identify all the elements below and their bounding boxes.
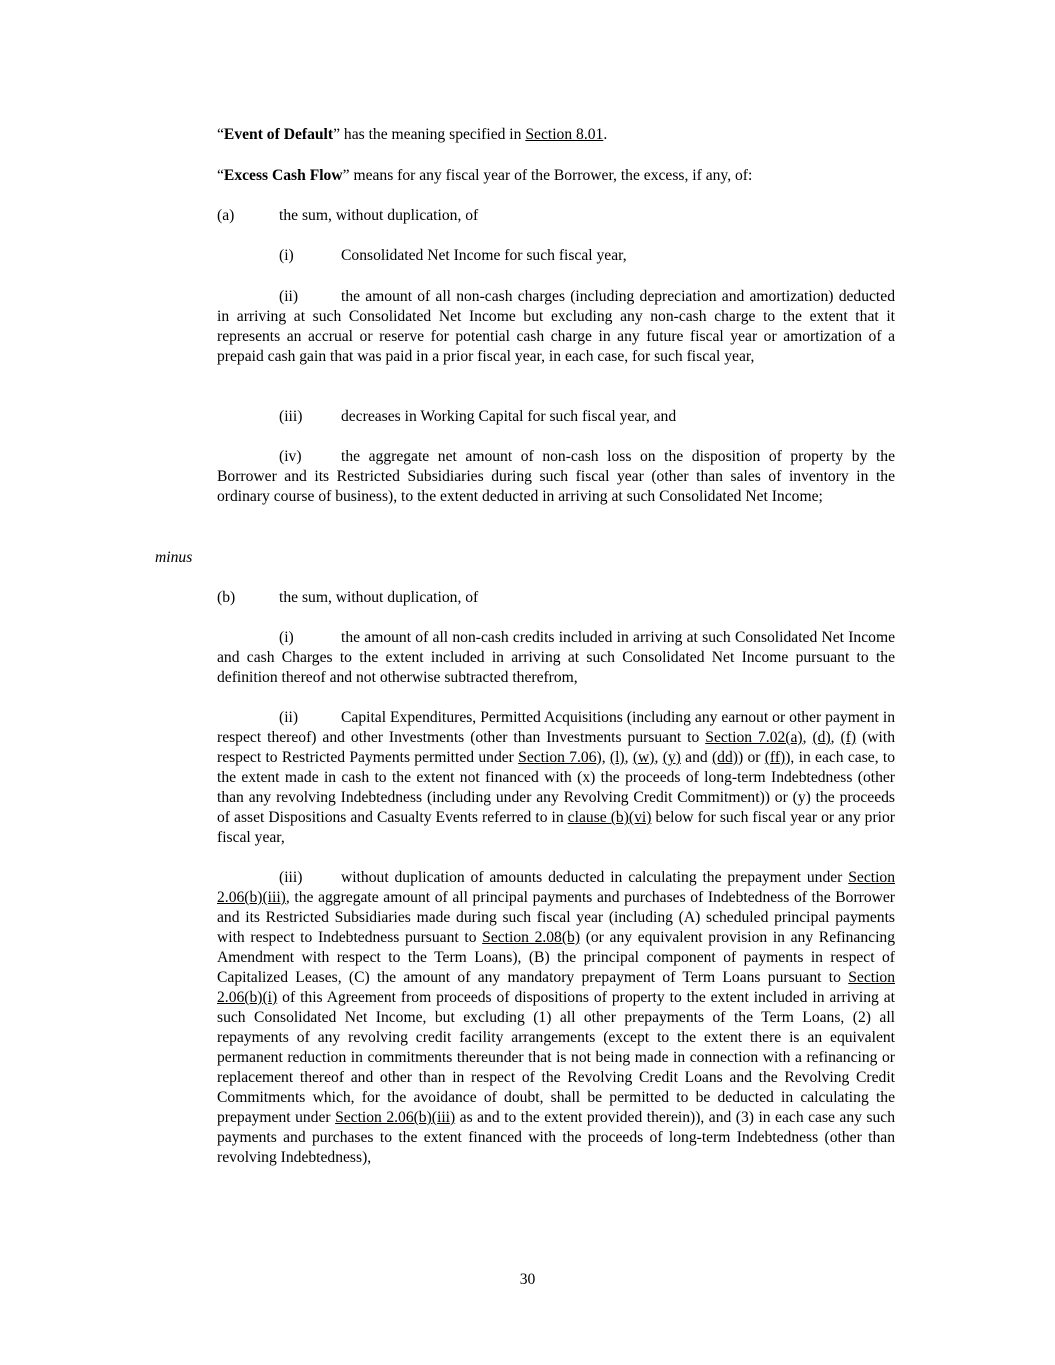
cross-reference: Section 2.06(b)(i) — [217, 969, 895, 1006]
item-text: ), in each case, to the extent made in cash to the extent not financed with (x) the proceeds of long-term Indebtedness (other than any revolving Indebtedness (including under any Revolving Credit Commitment)) or (y) the proceeds of asset Dispositions and Casualty Events referred to in — [217, 749, 896, 826]
cross-reference: (d) — [812, 729, 831, 746]
item-text: , — [802, 729, 813, 746]
item-text: without duplication of amounts deducted in calculating the prepayment under — [341, 869, 849, 886]
cross-reference: Section 2.06(b)(iii) — [335, 1109, 456, 1126]
cross-reference: Section 2.06(b)(iii) — [217, 869, 895, 906]
clause-a-iv — [217, 447, 895, 507]
item-text: Capital Expenditures, Permitted Acquisitions (including any earnout or other payment in respect thereof) and other Investments (other than Investments pursuant to — [217, 709, 895, 746]
item-text: the amount of all non-cash charges (including depreciation and amortization) deducted in arriving at such Consolidated Net Income but excluding any non-cash charge to the extent that it represents an accrual or reserve for potential cash charge in any future fiscal year or amortization of a prepaid cash gain that was paid in a prior fiscal year, in each case, for such fiscal year, — [217, 288, 895, 365]
cross-reference: Section 7.02(a) — [705, 729, 803, 746]
item-text: and — [680, 749, 712, 766]
page-number: 30 — [519, 1271, 536, 1288]
clause-b-iii — [217, 868, 895, 1168]
item-text: of this Agreement from proceeds of dispositions of property to the extent included in arriving at such Consolidated Net Income, but excluding (1) all other prepayments of the Term Loans, (2) all repayments of any revolving credit facility arrangements (except to the extent there is an equivalent permanent reduction in commitments thereunder that is not being made in connection with a refinancing or replacement thereof and other than in respect of the Revolving Credit Loans and the Revolving Credit Commitments which, for the avoidance of doubt, shall be permitted to be deducted in calculating the prepayment under — [217, 989, 895, 1126]
clause-a-ii — [217, 287, 895, 367]
clause-text: the sum, without duplication, of — [279, 589, 479, 606]
item-text: , — [654, 749, 663, 766]
item-text: ) or — [737, 749, 765, 766]
cross-reference: Section 8.01 — [525, 126, 604, 143]
definition-end: . — [603, 126, 608, 143]
item-label: (ii) — [279, 709, 299, 726]
minus-connector: minus — [155, 549, 193, 566]
cross-reference: (dd) — [711, 749, 738, 766]
definition-event-of-default — [217, 125, 895, 145]
clause-a — [217, 206, 895, 226]
item-text: below for such fiscal year or any prior fiscal year, — [217, 809, 895, 846]
item-text: the aggregate net amount of non-cash loss on the disposition of property by the Borrower and its Restricted Subsidiaries during such fiscal year (other than sales of inventory in the ordinary course of business), to the extent deducted in arriving at such Consolidated Net Income; — [217, 448, 895, 505]
clause-text: the sum, without duplication, of — [279, 207, 479, 224]
clause-b-ii — [217, 708, 895, 848]
item-label: (i) — [279, 629, 294, 646]
item-text: (with respect to Restricted Payments permitted under — [217, 729, 895, 766]
item-text: (or any equivalent provision in any Refinancing Amendment with respect to the Term Loans), (B) the principal component of payments in respect of Capitalized Leases, (C) the amount of any mandatory prepayment of Term Loans pursuant to — [217, 929, 895, 986]
item-text: decreases in Working Capital for such fiscal year, and — [341, 408, 677, 425]
defined-term: Excess Cash Flow — [223, 167, 343, 184]
defined-term: Event of Default — [223, 126, 334, 143]
clause-b-i — [217, 628, 895, 688]
item-label: (iv) — [279, 448, 302, 465]
cross-reference: (ff) — [764, 749, 786, 766]
item-label: (iii) — [279, 408, 303, 425]
item-text: , — [830, 729, 841, 746]
cross-reference: (l) — [609, 749, 625, 766]
definition-text: ” has the meaning specified in — [333, 126, 526, 143]
open-quote: “ — [217, 126, 224, 143]
cross-reference: (w) — [632, 749, 655, 766]
definition-excess-cash-flow — [217, 166, 895, 186]
cross-reference: (f) — [840, 729, 857, 746]
clause-label: (a) — [217, 207, 235, 224]
cross-reference: clause (b)(vi) — [567, 809, 652, 826]
clause-label: (b) — [217, 589, 236, 606]
clause-a-iii — [217, 407, 895, 427]
item-text: as and to the extent provided therein)), and (3) in each case any such payments and purchases to the extent financed with the proceeds of long-term Indebtedness (other than revolving Indebtedness), — [217, 1109, 895, 1166]
item-label: (iii) — [279, 869, 303, 886]
cross-reference: (y) — [662, 749, 681, 766]
item-label: (i) — [279, 247, 294, 264]
cross-reference: Section 2.08(b) — [482, 929, 581, 946]
item-text: Consolidated Net Income for such fiscal year, — [341, 247, 627, 264]
item-text: , the aggregate amount of all principal payments and purchases of Indebtedness of the Borrower and its Restricted Subsidiaries made during such fiscal year (including (A) scheduled principal payments with respect to Indebtedness pursuant to — [217, 889, 895, 946]
clause-a-i — [217, 246, 895, 266]
item-text: , — [624, 749, 633, 766]
cross-reference: Section 7.06 — [518, 749, 597, 766]
open-quote: “ — [217, 167, 224, 184]
item-text: the amount of all non-cash credits included in arriving at such Consolidated Net Income and cash Charges to the extent included in arriving at such Consolidated Net Income pursuant to the definition thereof and not otherwise subtracted therefrom, — [217, 629, 895, 686]
item-label: (ii) — [279, 288, 299, 305]
clause-b — [217, 588, 895, 608]
definition-text: ” means for any fiscal year of the Borrower, the excess, if any, of: — [342, 167, 753, 184]
item-text: ), — [596, 749, 610, 766]
